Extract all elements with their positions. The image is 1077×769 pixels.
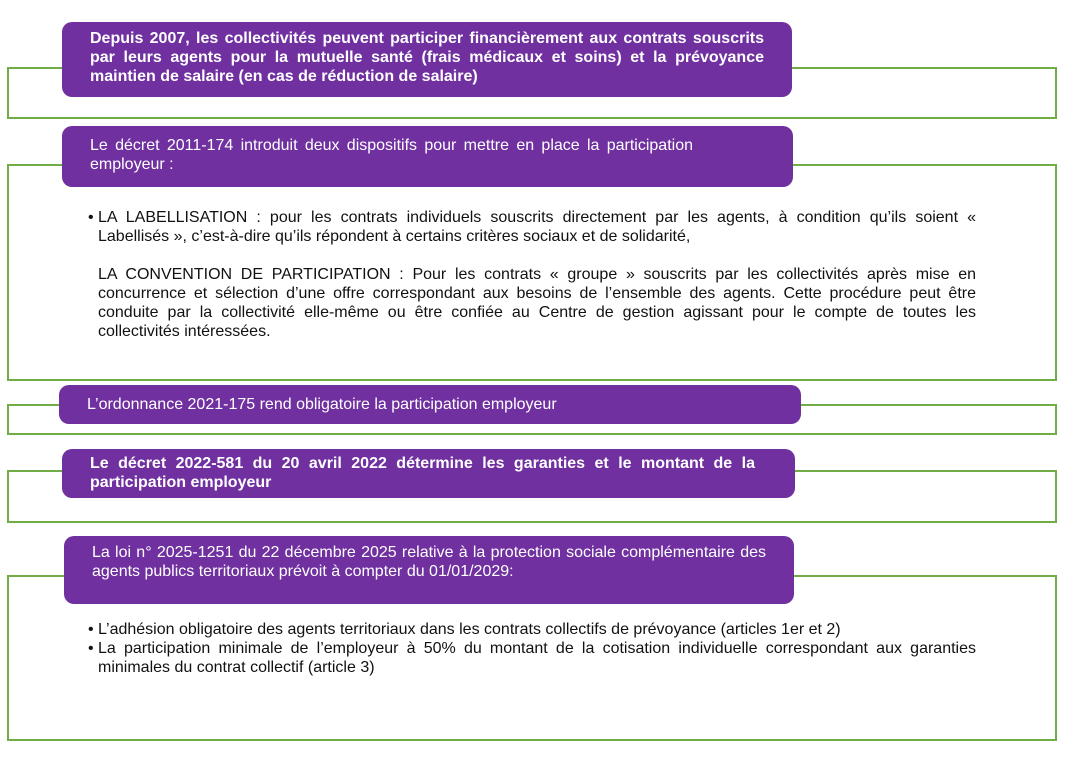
section-heading-loi-2025: La loi n° 2025-1251 du 22 décembre 2025 relative à la protection sociale complémentaire des agents publics territoriaux prévoit à compter du 01/01/2029: — [64, 536, 794, 604]
section-body-2011 — [88, 208, 976, 341]
list-item-convention: LA CONVENTION DE PARTICIPATION : Pour les contrats « groupe » souscrits par les collectivités après mise en concurrence et sélection d’une offre correspondant aux besoins de l’ensemble des agents. Cette procédure peut être conduite par la collectivité elle-même ou être confiée au Centre de gestion agissant pour le compte de toutes les collectivités intéressées. — [98, 266, 976, 340]
section-heading-decret-2011: Le décret 2011-174 introduit deux dispositifs pour mettre en place la participation employeur : — [62, 126, 793, 187]
section-heading-decret-2022: Le décret 2022-581 du 20 avril 2022 détermine les garanties et le montant de la participation employeur — [62, 449, 795, 498]
list-item-adhesion: • L’adhésion obligatoire des agents territoriaux dans les contrats collectifs de prévoyance (articles 1er et 2) — [88, 620, 976, 639]
section-heading-2007: Depuis 2007, les collectivités peuvent participer financièrement aux contrats souscrits par leurs agents pour la mutuelle santé (frais médicaux et soins) et la prévoyance maintien de salaire (en cas de réduction de salaire) — [62, 22, 792, 97]
list-item-labellisation: • LA LABELLISATION : pour les contrats individuels souscrits directement par les agents, à condition qu’ils soient « Labellisés », c’est-à-dire qu’ils répondent à certains critères sociaux et de solidarité, — [88, 208, 976, 246]
section-body-2025 — [88, 620, 976, 677]
section-heading-ordonnance-2021: L’ordonnance 2021-175 rend obligatoire la participation employeur — [59, 385, 801, 424]
list-item-participation-minimale: • La participation minimale de l’employeur à 50% du montant de la cotisation individuelle correspondant aux garanties minimales du contrat collectif (article 3) — [88, 639, 976, 677]
